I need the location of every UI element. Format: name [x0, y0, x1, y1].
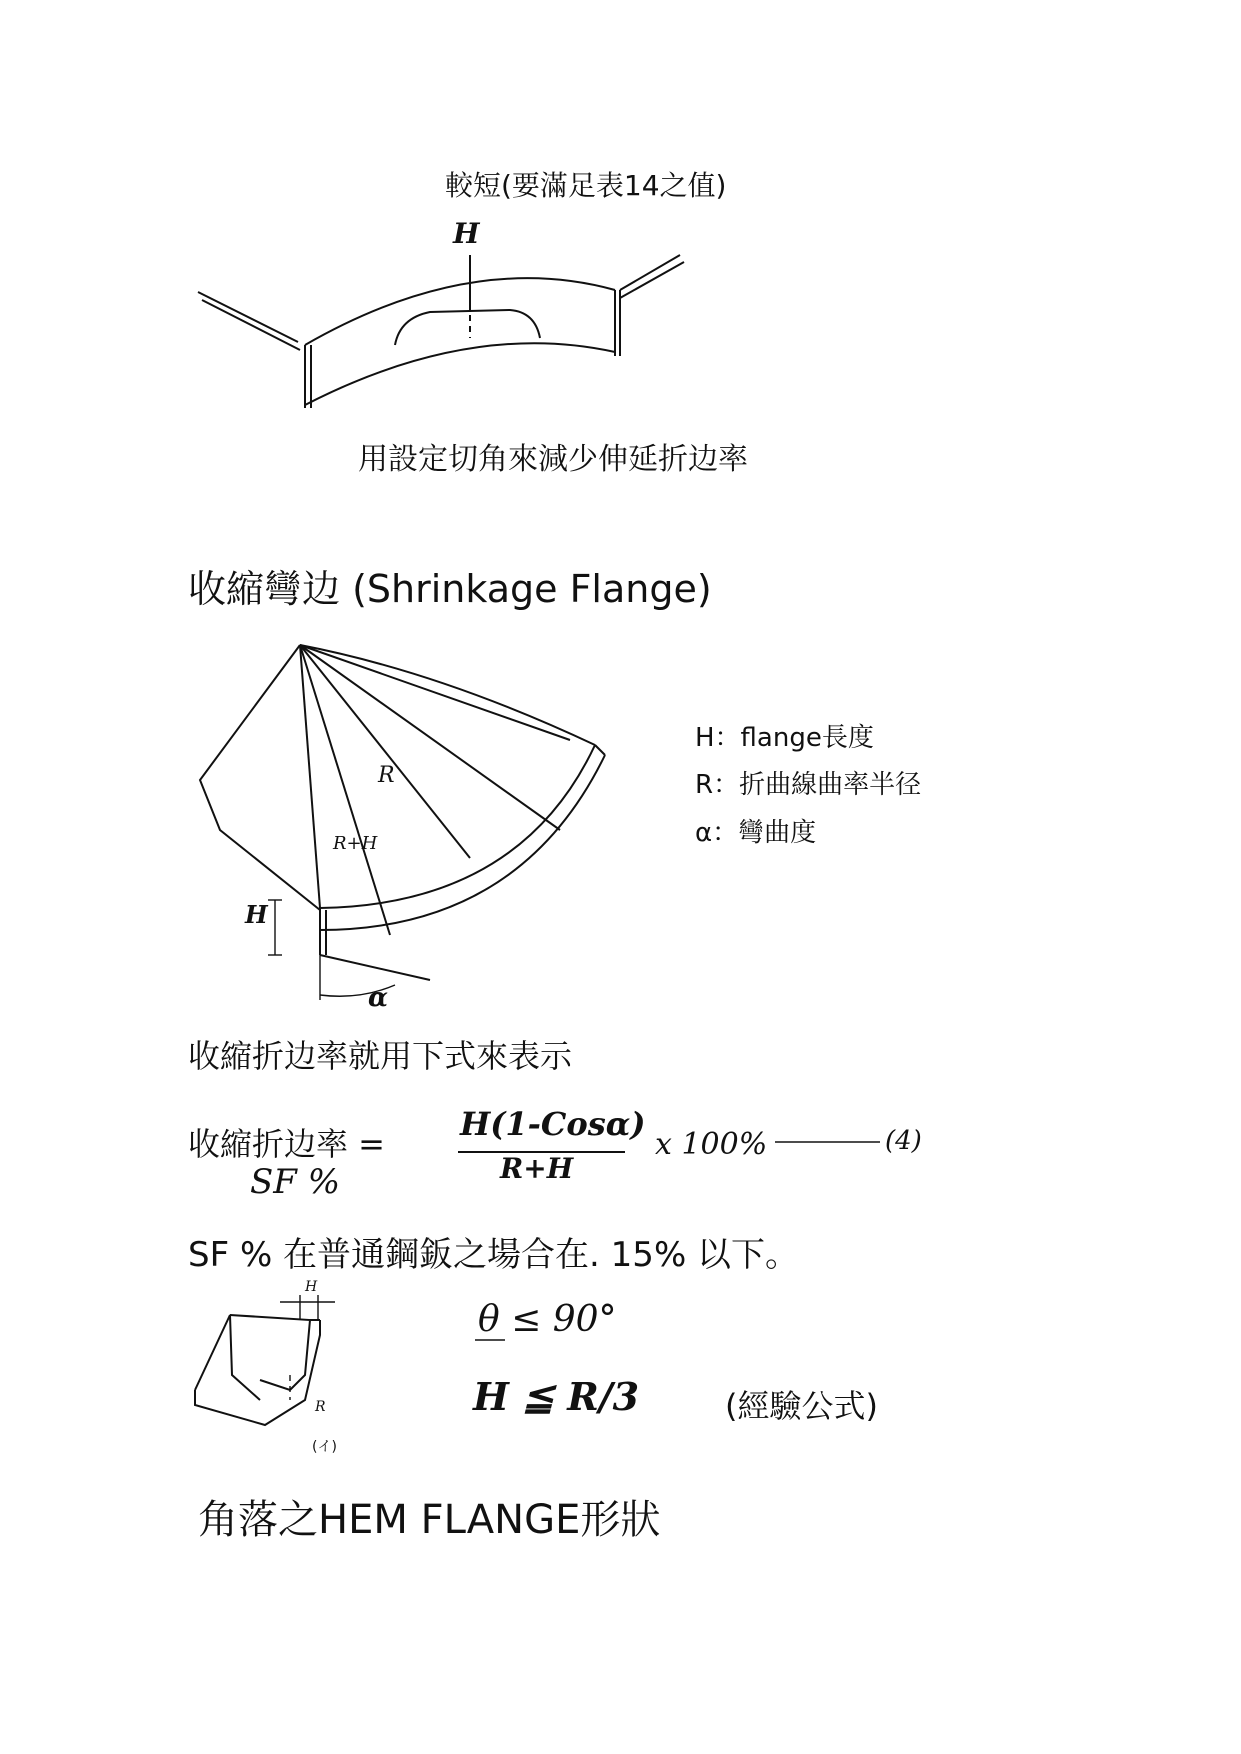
- formula-eq-number: (4): [885, 1126, 922, 1156]
- condition-theta: θ ≤ 90°: [478, 1299, 617, 1340]
- corner-label-r: R: [315, 1399, 326, 1415]
- legend-r: R：折曲線曲率半径: [695, 770, 922, 800]
- label-r-plus-h: R+H: [333, 833, 378, 854]
- top-h-label: H: [453, 217, 480, 250]
- sf-note: SF % 在普通鋼鈑之場合在. 15% 以下。: [188, 1235, 800, 1275]
- label-r: R: [378, 763, 395, 788]
- fan-flange-drawing: [200, 645, 605, 1000]
- label-alpha: α: [368, 983, 389, 1013]
- formula-intro: 收縮折边率就用下式來表示: [188, 1037, 573, 1075]
- legend-h: H：flange長度: [695, 723, 874, 753]
- condition-h: H ≦ R/3: [473, 1374, 640, 1419]
- formula-numerator: H(1-Cosα): [460, 1105, 646, 1143]
- legend-alpha: α：彎曲度: [695, 818, 817, 848]
- formula-denominator: R+H: [500, 1152, 574, 1185]
- formula-multiplier: x 100%: [655, 1127, 768, 1162]
- empirical-formula-note: (經驗公式): [725, 1387, 878, 1425]
- corner-tag: (イ): [312, 1439, 337, 1455]
- top-flange-drawing: [198, 255, 684, 408]
- formula-lhs-bottom: SF %: [250, 1162, 340, 1202]
- section-heading-hem: 角落之HEM FLANGE形狀: [198, 1497, 661, 1543]
- top-caption: 用設定切角來減少伸延折边率: [358, 442, 748, 477]
- formula-lhs-top: 收縮折边率 =: [188, 1125, 385, 1163]
- top-note: 較短(要滿足表14之值): [445, 169, 727, 202]
- corner-flange-drawing: [195, 1295, 335, 1425]
- label-h-fan: H: [245, 900, 268, 929]
- corner-label-h: H: [305, 1279, 318, 1295]
- section-heading-shrinkage: 收縮彎边 (Shrinkage Flange): [188, 567, 712, 611]
